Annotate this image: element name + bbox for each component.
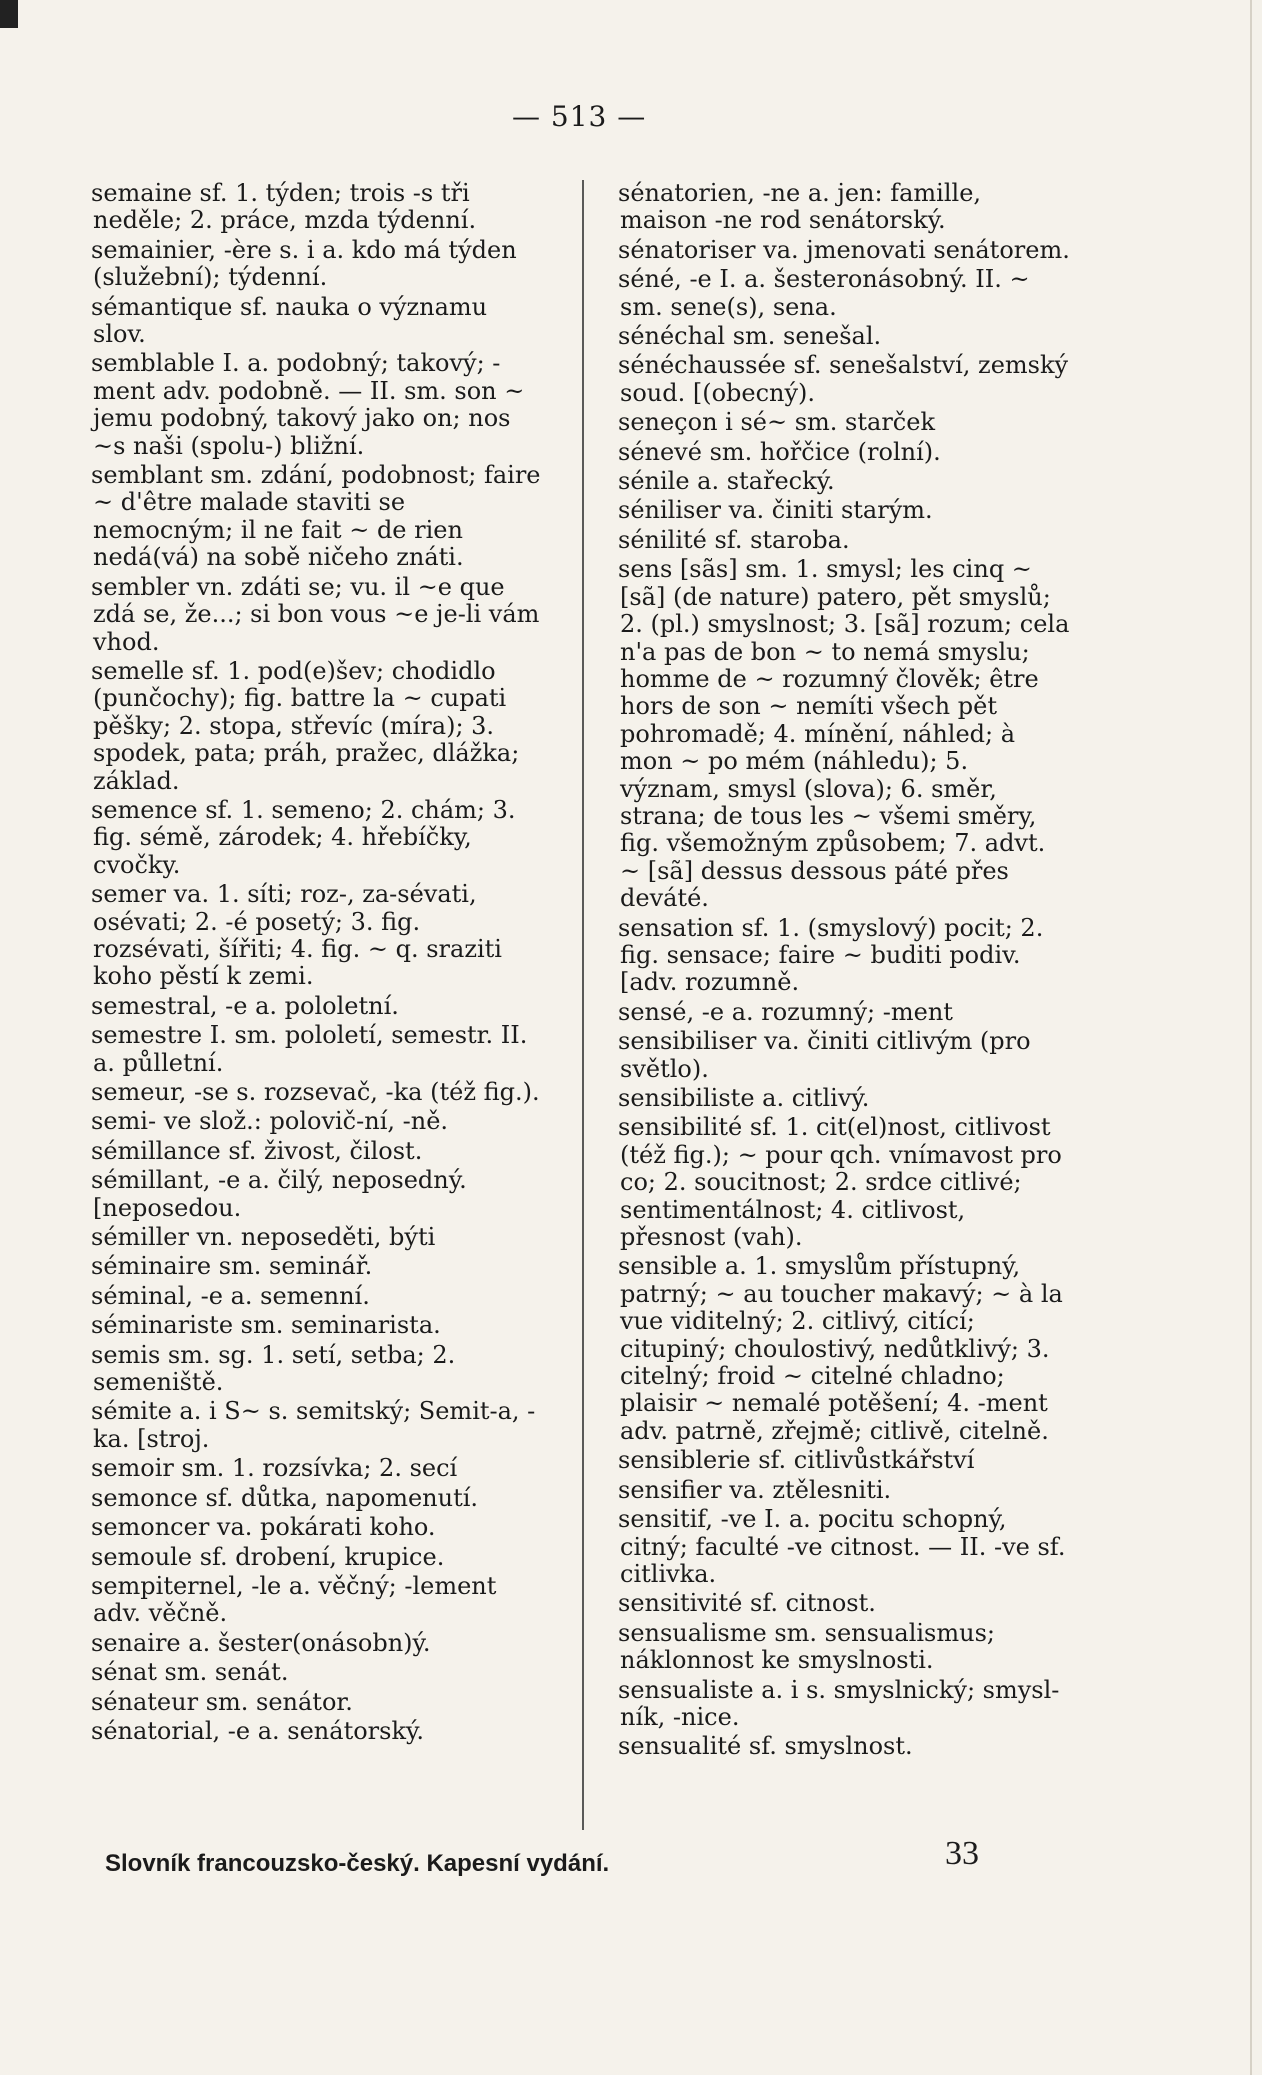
dictionary-entry: semelle sf. 1. pod(e)šev; chodidlo (punčochy); fig. battre la ~ cupati pěšky; 2. stopa, střevíc (míra); 3. spodek, pata; práh, pražec, dlážka; základ.	[91, 656, 520, 795]
dictionary-entry: semer va. 1. síti; roz-, za-sévati, osévati; 2. -é posetý; 3. fig. rozsévati, šířiti; 4. fig. ~ q. sraziti koho pěstí k zemi.	[91, 880, 502, 991]
dictionary-entry: sénatorien, -ne a. jen: famille, maison -ne rod senátorský.	[618, 179, 982, 235]
dictionary-entry: sensitivité sf. citnost.	[618, 1589, 876, 1618]
dictionary-entry: sémillance sf. živost, čilost.	[91, 1136, 423, 1165]
dictionary-entry: sensation sf. 1. (smyslový) pocit; 2. fig. sensace; faire ~ buditi podiv. [adv. rozumně.	[618, 913, 1044, 997]
dictionary-entry: sénatoriser va. jmenovati senátorem.	[618, 235, 1070, 264]
dictionary-entry: senaire a. šester(onásobn)ý.	[91, 1628, 431, 1657]
dictionary-entry: sénat sm. senát.	[91, 1658, 289, 1687]
dictionary-entry: semence sf. 1. semeno; 2. chám; 3. fig. sémě, zárodek; 4. hřebíčky, cvočky.	[91, 795, 516, 879]
dictionary-entry: sensibiliser va. činiti citlivým (pro světlo).	[618, 1027, 1031, 1083]
dictionary-entry: sempiternel, -le a. věčný; -lement adv. věčně.	[91, 1571, 497, 1628]
dictionary-entry: sénateur sm. senátor.	[91, 1687, 353, 1716]
footer-title: Slovník francouzsko-český. Kapesní vydání.	[105, 1850, 610, 1877]
dictionary-entry: séminaire sm. seminář.	[91, 1252, 373, 1281]
dictionary-entry: sensualisme sm. sensualismus; náklonnost ke smyslnosti.	[618, 1618, 995, 1675]
dictionary-entry: sembler vn. zdáti se; vu. il ~e que zdá se, že...; si bon vous ~e je-li vám vhod.	[91, 572, 540, 656]
dictionary-entry: sensé, -e a. rozumný; -ment	[618, 997, 953, 1026]
dictionary-entry: sensitif, -ve I. a. pocitu schopný, citný; faculté -ve citnost. — II. -ve sf. citlivka.	[618, 1505, 1066, 1588]
dictionary-entry: semeur, -se s. rozsevač, -ka (též fig.).	[91, 1078, 540, 1106]
dictionary-entry: sénilité sf. staroba.	[618, 525, 850, 554]
right-column	[620, 180, 1070, 1763]
dictionary-entry: semis sm. sg. 1. setí, setba; 2. semeniště.	[91, 1340, 456, 1397]
dictionary-entry: semestre I. sm. pololetí, semestr. II. a. půlletní.	[91, 1021, 528, 1077]
dictionary-entry: semoir sm. 1. rozsívka; 2. secí	[91, 1454, 458, 1483]
left-column	[93, 180, 543, 1747]
dictionary-entry: semonce sf. důtka, napomenutí.	[91, 1483, 479, 1512]
dictionary-entry: semblable I. a. podobný; takový; -ment adv. podobně. — II. sm. son ~ jemu podobný, takový jako on; nos ~s naši (spolu-) bližní.	[91, 349, 525, 460]
dictionary-entry: semestral, -e a. pololetní.	[91, 991, 399, 1020]
dictionary-entry: sens [sãs] sm. 1. smysl; les cinq ~ [sã] (de nature) patero, pět smyslů; 2. (pl.) smyslnost; 3. [sã] rozum; cela n'a pas de bon ~ to nemá smyslu; homme de ~ rozumný člověk; être hors de son ~ nemíti všech pět pohromadě; 4. mínění, náhled; à mon ~ po mém (náhledu); 5. význam, smysl (slova); 6. směr, strana; de tous les ~ všemi směry, fig. všemožným způsobem; 7. advt. ~ [sã] dessus dessous páté přes deváté.	[618, 555, 1070, 913]
dictionary-entry: séné, -e I. a. šesteronásobný. II. ~ sm. sene(s), sena.	[618, 265, 1030, 321]
dictionary-entry: sensiblerie sf. citlivůstkářství	[618, 1446, 975, 1475]
dictionary-entry: sensualiste a. i s. smyslnický; smysl-ník, -nice.	[618, 1675, 1060, 1731]
dictionary-entry: séminal, -e a. semenní.	[91, 1281, 370, 1310]
signature-number: 33	[945, 1835, 979, 1872]
dictionary-entry: sensifier va. ztělesniti.	[618, 1475, 892, 1504]
page-number: — 513 —	[512, 100, 647, 133]
scan-corner-mark	[0, 0, 18, 28]
dictionary-entry: sénéchal sm. senešal.	[618, 322, 882, 351]
dictionary-entry: semainier, -ère s. i a. kdo má týden (služební); týdenní.	[91, 235, 517, 292]
dictionary-entry: séniliser va. činiti starým.	[618, 496, 933, 525]
dictionary-entry: sensible a. 1. smyslům přístupný, patrný; ~ au toucher makavý; ~ à la vue viditelný; 2. citlivý, citící; citupiný; choulostivý, nedůtklivý; 3. citelný; froid ~ citelné chladno; plaisir ~ nemalé potěšení; 4. -ment adv. patrně, zřejmě; citlivě, citelně.	[618, 1252, 1063, 1445]
dictionary-entry: seneçon i sé~ sm. starček	[618, 408, 935, 437]
dictionary-entry: sensibiliste a. citlivý.	[618, 1084, 870, 1112]
dictionary-entry: sémiller vn. neposeděti, býti	[91, 1223, 436, 1252]
dictionary-entry: sénile a. stařecký.	[618, 467, 835, 496]
dictionary-entry: semblant sm. zdání, podobnost; faire ~ d'être malade staviti se nemocným; il ne fait ~ de rien nedá(vá) na sobě ničeho znáti.	[91, 461, 541, 572]
column-divider	[582, 180, 584, 1830]
dictionary-entry: sémantique sf. nauka o významu slov.	[91, 292, 488, 349]
dictionary-entry: semi- ve slož.: polovič-ní, -ně.	[91, 1107, 449, 1136]
dictionary-entry: semoule sf. drobení, krupice.	[91, 1542, 445, 1571]
dictionary-entry: semoncer va. pokárati koho.	[91, 1513, 436, 1542]
dictionary-entry: séminariste sm. seminarista.	[91, 1311, 441, 1340]
dictionary-entry: semaine sf. 1. týden; trois -s tři neděle; 2. práce, mzda týdenní.	[91, 179, 477, 235]
dictionary-entry: sensualité sf. smyslnost.	[618, 1732, 913, 1761]
dictionary-entry: sénatorial, -e a. senátorský.	[91, 1716, 424, 1745]
dictionary-entry: sémite a. i S~ s. semitský; Semit-a, -ka. [stroj.	[91, 1397, 536, 1453]
dictionary-entry: sénevé sm. hořčice (rolní).	[618, 437, 941, 466]
dictionary-entry: sénéchaussée sf. senešalství, zemský soud. [(obecný).	[618, 351, 1069, 407]
dictionary-entry: sensibilité sf. 1. cit(el)nost, citlivost (též fig.); ~ pour qch. vnímavost pro co; 2. soucitnost; 2. srdce citlivé; sentimentálnost; 4. citlivost, přesnost (vah).	[618, 1113, 1062, 1252]
dictionary-entry: sémillant, -e a. čilý, neposedný. [neposedou.	[91, 1166, 467, 1222]
